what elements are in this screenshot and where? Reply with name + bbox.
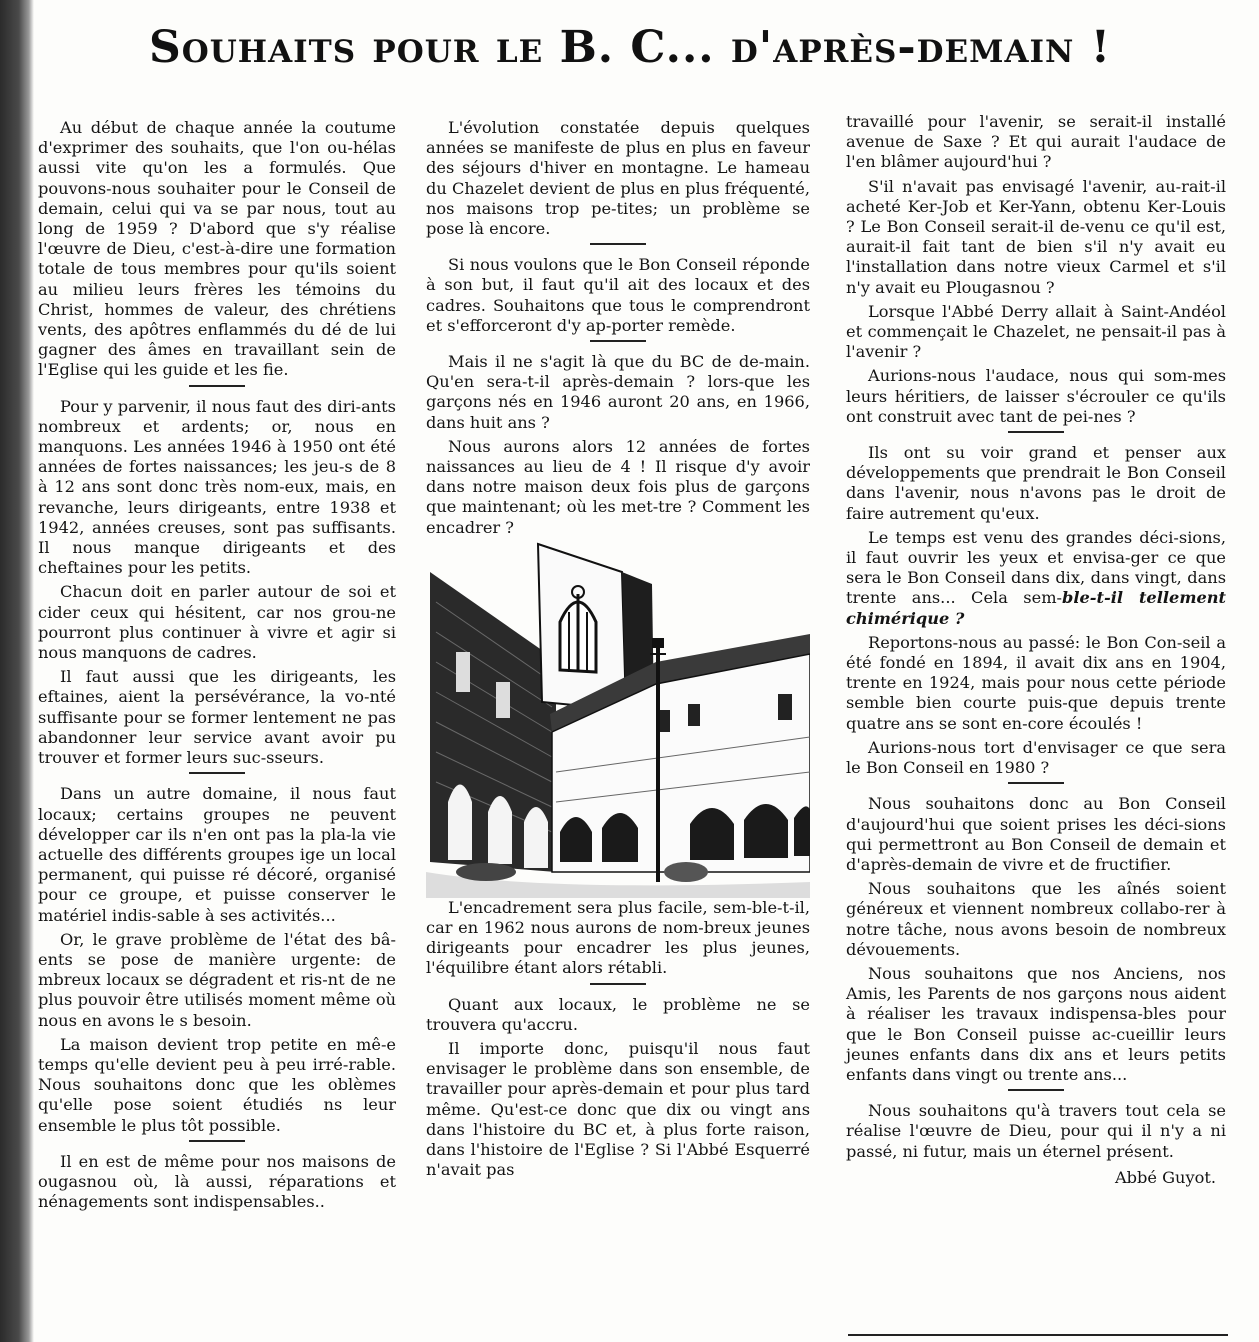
paragraph: Chacun doit en parler autour de soi et cider ceux qui hésitent, car nos grou-ne pourront plus continuer à vivre et agir si nous manquons de cadres. [38,582,396,663]
paragraph: Il faut aussi que les dirigeants, les eftaines, aient la persévérance, la vo-nté suffisante pour se former lentement ne pas abandonner leur service avant avoir pu trouver et former leurs suc-sseurs. [38,667,396,768]
paragraph: Lorsque l'Abbé Derry allait à Saint-Andéol et commençait le Chazelet, ne pensait-il pas à l'avenir ? [846,301,1226,362]
separator-rule [590,340,646,342]
paragraph: Si nous voulons que le Bon Conseil réponde à son but, il faut qu'il ait des locaux et des cadres. Souhaitons que tous le comprendront et s'efforceront d'y ap-porter remède. [426,255,810,335]
paragraph: S'il n'avait pas envisagé l'avenir, au-rait-il acheté Ker-Job et Ker-Yann, obtenu Ker-Louis ? Le Bon Conseil serait-il de-venu ce qu'il est, aurait-il fait tant de bien s'il n'y avait eu l'installation dans notre vieux Carmel et s'il n'y avait eu Plougasnou ? [846,176,1226,297]
paragraph: Reportons-nous au passé: le Bon Con-seil a été fondé en 1894, il avait dix ans en 1904, trente en 1924, mais pour nous cette période semble bien courte puis-que depuis trente quatre ans se sont en-core écoulés ! [846,632,1226,733]
separator-rule [1008,782,1064,784]
paragraph: L'encadrement sera plus facile, sem-ble-t-il, car en 1962 nous aurons de nom-breux jeunes dirigeants pour encadrer les plus jeunes, l'équilibre étant alors rétabli. [426,897,810,978]
paragraph: La maison devient trop petite en mê-e temps qu'elle devient peu à peu irré-rable. Nous souhaitons donc que les oblèmes qu'elle pose soient étudiés ns leur ensemble le plus tôt possible. [38,1034,396,1135]
separator-rule [590,243,646,245]
paragraph: Il en est de même pour nos maisons de ougasnou où, là aussi, réparations et nénagements sont indispensables.. [38,1151,396,1212]
cloister-illustration [426,542,810,898]
paragraph-text: Le temps est venu des grandes déci-sions, il faut ouvrir les yeux et envisa-ger ce que sera le Bon Conseil dans dix, dans vingt, dans trente ans... Cela sem- [846,527,1226,608]
column-right [846,112,1226,1187]
column-middle [426,118,810,1185]
paragraph: Aurions-nous l'audace, nous qui som-mes leurs héritiers, de laisser s'écrouler ce qu'ils ont construit avec tant de pei-nes ? [846,366,1226,426]
paragraph [846,528,1226,629]
paragraph: Mais il ne s'agit là que du BC de de-main. Qu'en sera-t-il après-demain ? lors-que les garçons nés en 1946 auront 20 ans, en 1966, dans huit ans ? [426,352,810,432]
paragraph: Pour y parvenir, il nous faut des diri-ants nombreux et ardents; or, nous en manquons. Les années 1946 à 1950 ont été années de fortes naissances; les jeu-s de 8 à 12 ans sont donc très nom-eux, mais, en revanche, leurs dirigeants, entre 1938 et 1942, années creuses, sont pas suffisants. Il nous manque dirigeants et des cheftaines pour les petits. [38,396,396,578]
paragraph: Aurions-nous tort d'envisager ce que sera le Bon Conseil en 1980 ? [846,737,1226,778]
paragraph: Ils ont su voir grand et penser aux développements que prendrait le Bon Conseil dans l'avenir, nous n'avons pas le droit de faire autrement qu'eux. [846,443,1226,523]
separator-rule [590,983,646,985]
author-signature: Abbé Guyot. [1114,1167,1216,1187]
bottom-rule [848,1334,1228,1336]
paragraph: travaillé pour l'avenir, se serait-il installé avenue de Saxe ? Et qui aurait l'audace de l'en blâmer aujourd'hui ? [846,112,1226,172]
emphasis-text: ble-t-il tellement chimérique ? [846,588,1226,628]
separator-rule [189,385,245,387]
paragraph: L'évolution constatée depuis quelques années se manifeste de plus en plus en faveur des séjours d'hiver en montagne. Le hameau du Chazelet devient de plus en plus fréquenté, nos maisons trop pe-tites; un problème se pose là encore. [426,118,810,239]
paragraph: Quant aux locaux, le problème ne se trouvera qu'accru. [426,994,810,1034]
paragraph: Nous souhaitons qu'à travers tout cela se réalise l'œuvre de Dieu, pour qui il n'y a ni passé, ni futur, mais un éternel présent. [846,1101,1226,1161]
column-left [38,118,396,1216]
separator-rule [1008,431,1064,433]
scan-binding-edge [0,0,34,1342]
separator-rule [189,1140,245,1142]
paragraph: Nous souhaitons que les aînés soient généreux et viennent nombreux collabo-rer à notre tâche, nous avons besoin de nombreux dévouements. [846,879,1226,959]
paragraph: Il importe donc, puisqu'il nous faut envisager le problème dans son ensemble, de travailler pour après-demain et pour plus tard même. Qu'est-ce donc que dix ou vingt ans dans l'histoire du BC et, à plus forte raison, dans l'histoire de l'Eglise ? Si l'Abbé Esquerré n'avait pas [426,1039,810,1180]
paragraph: Au début de chaque année la coutume d'exprimer des souhaits, que l'on ou-hélas aussi vite qu'on les a formulés. Que pouvons-nous souhaiter pour le Conseil de demain, celui qui va se par nous, tout au long de 1959 ? D'abord que s'y réalise l'œuvre de Dieu, c'est-à-dire une formation totale de tous membres pour qu'ils soient au milieu leurs frères les témoins du Christ, hommes de valeur, des chrétiens vents, des apôtres enflammés du dé de lui gagner des âmes en travaillant sein de l'Eglise qui les guide et les fie. [38,118,396,380]
separator-rule [189,772,245,774]
paragraph: Nous souhaitons donc au Bon Conseil d'aujourd'hui que soient prises les déci-sions qui permettront au Bon Conseil de demain et d'après-demain de vivre et de fructifier. [846,794,1226,874]
separator-rule [1008,1089,1064,1091]
paragraph: Dans un autre domaine, il nous faut locaux; certains groupes ne peuvent développer car ils n'en ont pas la pla-la vie actuelle des différents groupes ige un local permanent, qui puisse ré décoré, organisé pour ce groupe, et puisse conserver le matériel indis-sable à ses activités... [38,784,396,925]
paragraph: Nous aurons alors 12 années de fortes naissances au lieu de 4 ! Il risque d'y avoir dans notre maison deux fois plus de garçons que maintenant; où les met-tre ? Comment les encadrer ? [426,436,810,537]
paragraph: Nous souhaitons que nos Anciens, nos Amis, les Parents de nos garçons nous aident à réaliser les travaux indispensa-bles pour que le Bon Conseil puisse ac-cueillir leurs jeunes enfants dans dix ans et leurs petits enfants dans vingt ou trente ans... [846,963,1226,1084]
article-title: Souhaits pour le B. C... d'après-demain ! [148,22,1112,73]
paragraph: Or, le grave problème de l'état des bâ-ents se pose de manière urgente: de mbreux locaux se dégradent et ris-nt de ne plus pouvoir être utilisés moment même où nous en avons le s besoin. [38,929,396,1030]
